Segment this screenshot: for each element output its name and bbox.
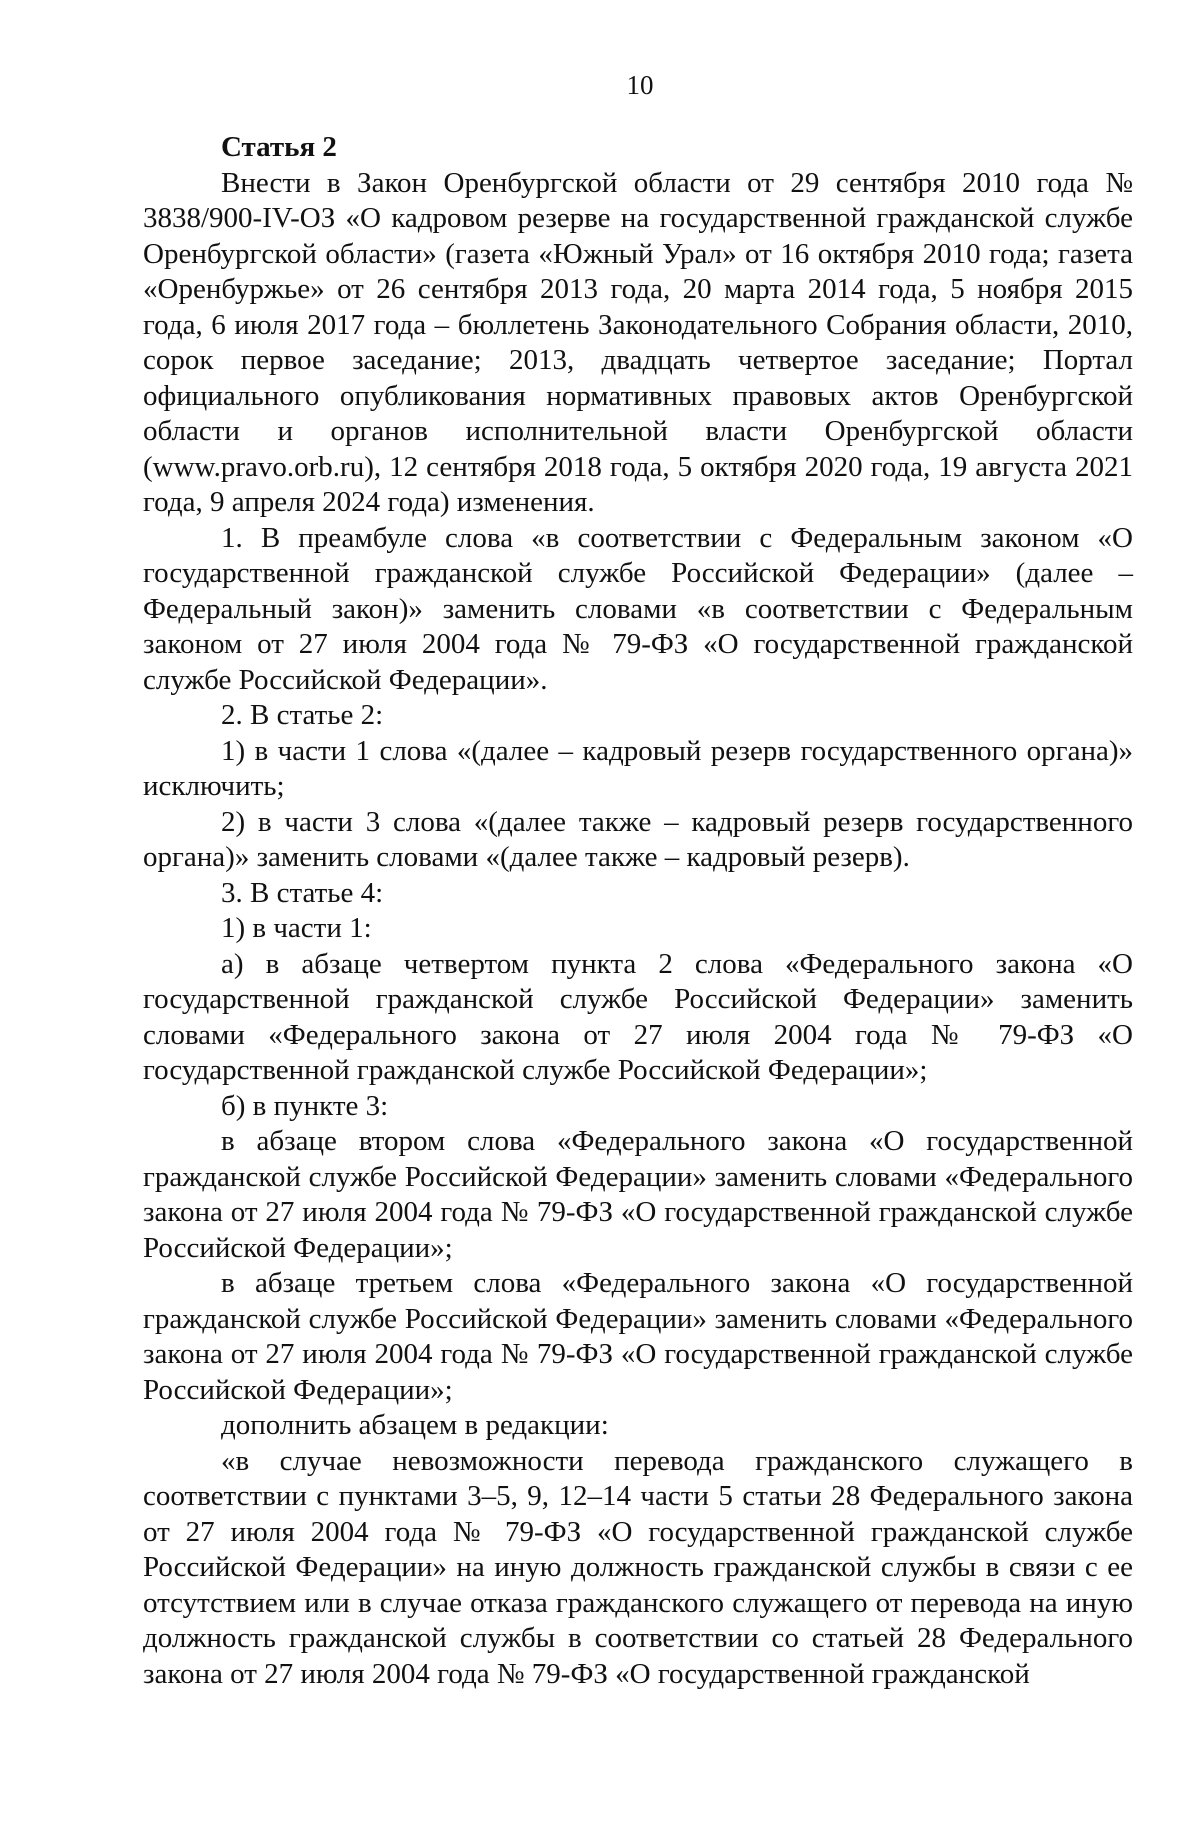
paragraph-item-2: 2. В статье 2: [221,699,384,731]
paragraph-item-3: 3. В статье 4: [221,876,384,909]
paragraph-item-2-1: 1) в части 1 слова «(далее – кадровый резерв государственного органа)» исключить; [143,734,1133,802]
paragraph-supplement: дополнить абзацем в редакции: [221,1409,609,1441]
paragraph-intro: Внести в Закон Оренбургской области от 29 сентября 2010 года № 3838/900-IV-ОЗ «О кадровом резерве на государственной гражданской службе Оренбургской области» (газета «Южный Урал» от 16 октября 2010 года; газета «Оренбуржье» от 26 сентября 2013 года, 20 марта 2014 года, 5 ноября 2015 года, 6 июля 2017 года – бюллетень Законодательного Собрания области, 2010, сорок первое заседание; 2013, двадцать четвертое заседание; Портал официального опубликования нормативных правовых актов Оренбургской области и органов исполнительной власти Оренбургской области (www.pravo.orb.ru), 12 сентября 2018 года, 5 октября 2020 года, 19 августа 2021 года, 9 апреля 2024 года) изменения. [143,166,1133,518]
paragraph-quote: «в случае невозможности перевода гражданского служащего в соответствии с пунктами 3–5, 9, 12–14 части 5 статьи 28 Федерального закона от 27 июля 2004 года № 79-ФЗ «О государственной гражданской службе Российской Федерации» на иную должность гражданской службы в связи с ее отсутствием или в случае отказа гражданского служащего от перевода на иную должность гражданской службы в соответствии со статьей 28 Федерального закона от 27 июля 2004 года № 79-ФЗ «О государственной гражданской [143,1444,1133,1690]
paragraph-item-3-1-a: а) в абзаце четвертом пункта 2 слова «Федерального закона «О государственной гражданской службе Российской Федерации» заменить словами «Федерального закона от 27 июля 2004 года № 79-ФЗ «О государственной гражданской службе Российской Федерации»; [143,947,1133,1086]
paragraph-item-1: 1. В преамбуле слова «в соответствии с Федеральным законом «О государственной гражданской службе Российской Федерации» (далее – Федеральный закон)» заменить словами «в соответствии с Федеральным законом от 27 июля 2004 года № 79-ФЗ «О государственной гражданской службе Российской Федерации». [143,521,1133,696]
paragraph-abzac-2: в абзаце втором слова «Федерального закона «О государственной гражданской службе Российской Федерации» заменить словами «Федерального закона от 27 июля 2004 года № 79-ФЗ «О государственной гражданской службе Российской Федерации»; [143,1125,1133,1264]
paragraph-item-3-1: 1) в части 1: [221,912,372,944]
paragraph-item-2-2: 2) в части 3 слова «(далее также – кадровый резерв государственного органа)» заменить словами «(далее также – кадровый резерв). [143,805,1133,873]
paragraph-abzac-3: в абзаце третьем слова «Федерального закона «О государственной гражданской службе Российской Федерации» заменить словами «Федерального закона от 27 июля 2004 года № 79-ФЗ «О государственной гражданской службе Российской Федерации»; [143,1267,1133,1406]
paragraph-item-3-1-b: б) в пункте 3: [221,1089,389,1122]
document-body [143,130,1133,1692]
page-number: 10 [626,70,654,100]
article-heading: Статья 2 [221,131,337,163]
